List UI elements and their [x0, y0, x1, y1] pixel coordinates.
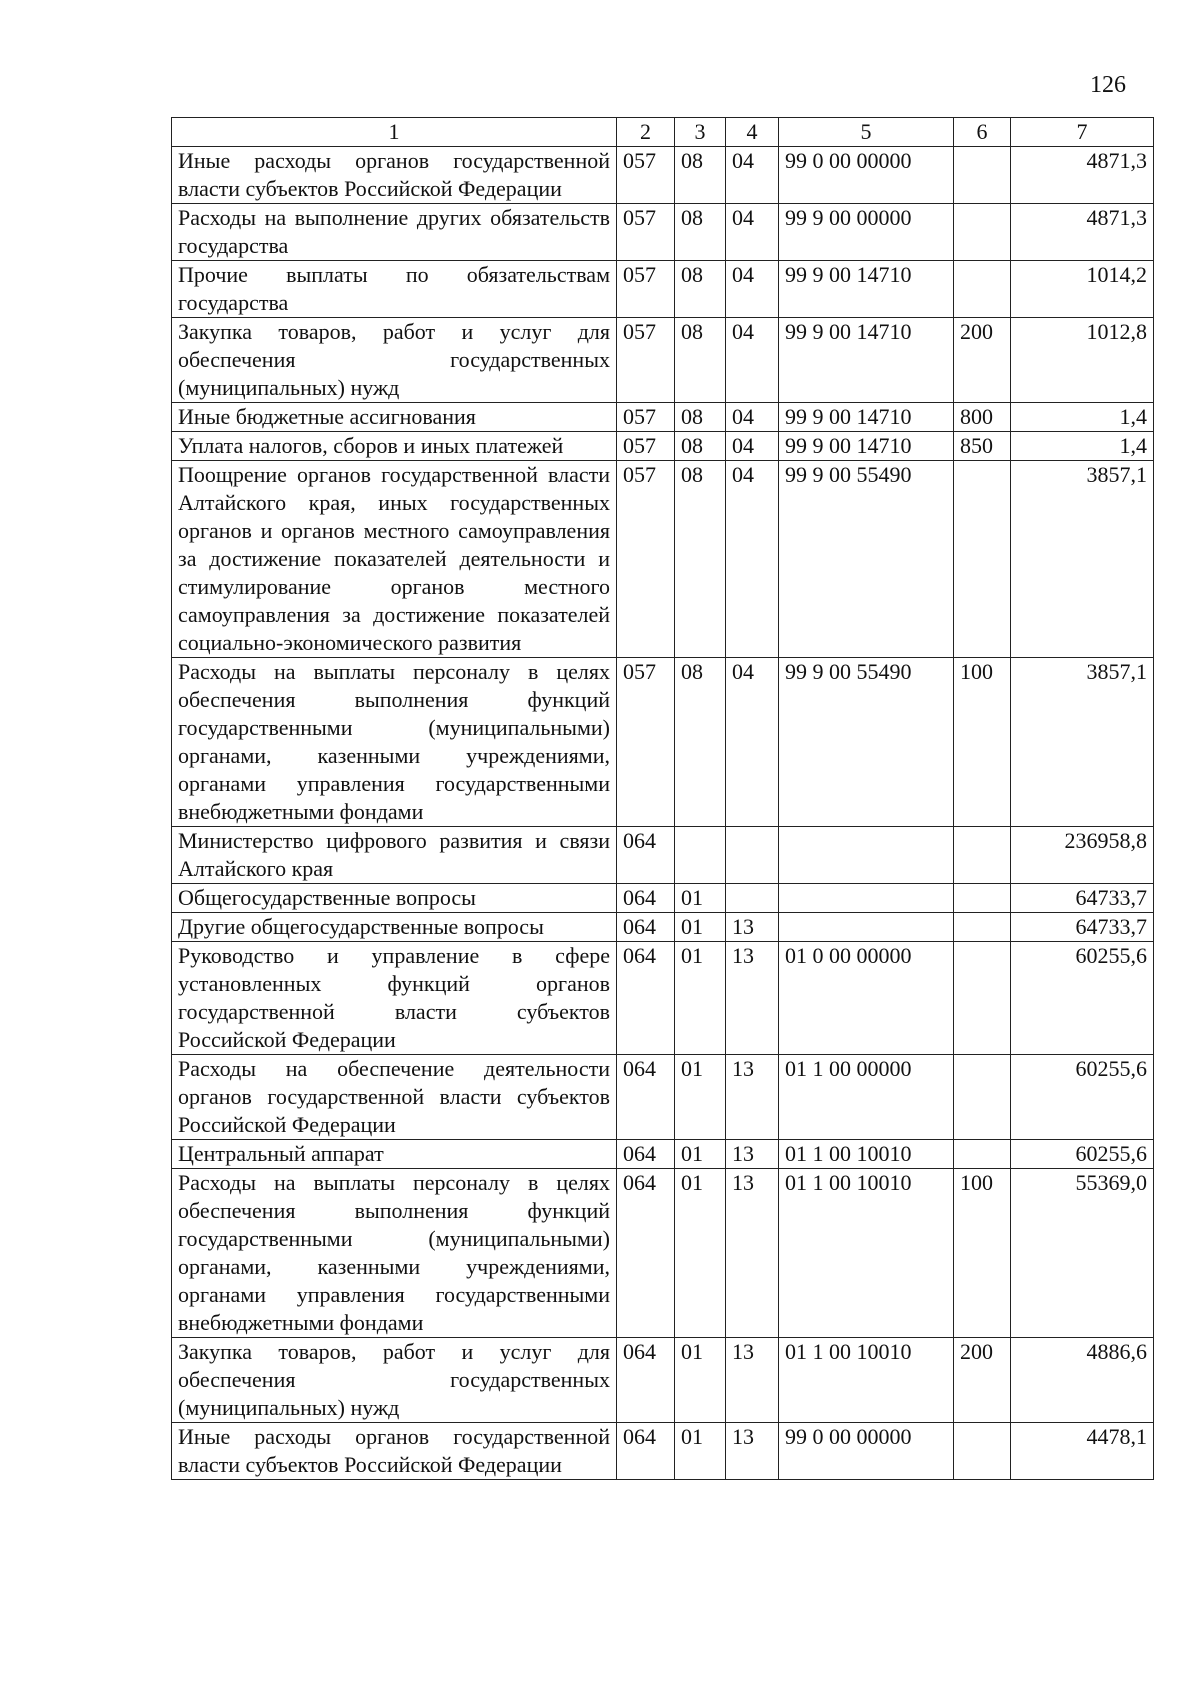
cell-expense-type	[954, 204, 1011, 261]
cell-section: 08	[675, 403, 726, 432]
cell-expense-type: 100	[954, 1169, 1011, 1338]
table-row	[172, 658, 1154, 827]
cell-subsection: 04	[726, 658, 779, 827]
table-row	[172, 1169, 1154, 1338]
table-row	[172, 318, 1154, 403]
cell-expense-type	[954, 942, 1011, 1055]
cell-section: 01	[675, 1055, 726, 1140]
cell-subsection: 04	[726, 432, 779, 461]
cell-expense-type	[954, 1055, 1011, 1140]
cell-admin-code: 057	[617, 318, 675, 403]
cell-target-article: 99 9 00 14710	[779, 261, 954, 318]
table-row	[172, 1338, 1154, 1423]
cell-expense-type	[954, 261, 1011, 318]
cell-name: Иные расходы органов государственной власти субъектов Российской Федерации	[172, 1423, 617, 1480]
cell-expense-type	[954, 827, 1011, 884]
cell-section: 08	[675, 204, 726, 261]
table-row	[172, 942, 1154, 1055]
cell-expense-type: 100	[954, 658, 1011, 827]
cell-subsection: 13	[726, 1169, 779, 1338]
cell-subsection	[726, 827, 779, 884]
cell-subsection: 13	[726, 1423, 779, 1480]
cell-section: 01	[675, 1169, 726, 1338]
cell-target-article	[779, 884, 954, 913]
cell-subsection: 04	[726, 461, 779, 658]
header-cell: 5	[779, 118, 954, 147]
cell-name: Уплата налогов, сборов и иных платежей	[172, 432, 617, 461]
cell-admin-code: 064	[617, 1423, 675, 1480]
table-row	[172, 403, 1154, 432]
cell-expense-type	[954, 461, 1011, 658]
cell-name: Закупка товаров, работ и услуг для обеспечения государственных (муниципальных) нужд	[172, 318, 617, 403]
cell-expense-type: 200	[954, 318, 1011, 403]
cell-admin-code: 057	[617, 461, 675, 658]
cell-target-article: 01 1 00 00000	[779, 1055, 954, 1140]
cell-amount: 1012,8	[1011, 318, 1154, 403]
cell-target-article: 01 1 00 10010	[779, 1140, 954, 1169]
budget-table	[171, 117, 1154, 1480]
cell-name: Расходы на выплаты персоналу в целях обеспечения выполнения функций государственными (муниципальными) органами, казенными учреждениями, органами управления государственными внебюджетными фондами	[172, 1169, 617, 1338]
cell-target-article: 99 9 00 55490	[779, 658, 954, 827]
cell-amount: 4886,6	[1011, 1338, 1154, 1423]
cell-admin-code: 064	[617, 1338, 675, 1423]
header-cell: 2	[617, 118, 675, 147]
cell-admin-code: 064	[617, 884, 675, 913]
cell-name: Общегосударственные вопросы	[172, 884, 617, 913]
cell-amount: 1014,2	[1011, 261, 1154, 318]
cell-target-article: 99 9 00 14710	[779, 403, 954, 432]
table-row	[172, 1055, 1154, 1140]
header-cell: 4	[726, 118, 779, 147]
cell-target-article: 01 1 00 10010	[779, 1338, 954, 1423]
cell-target-article: 99 9 00 00000	[779, 204, 954, 261]
cell-amount: 60255,6	[1011, 942, 1154, 1055]
cell-amount: 4871,3	[1011, 204, 1154, 261]
cell-admin-code: 057	[617, 658, 675, 827]
table-row	[172, 461, 1154, 658]
cell-target-article: 99 0 00 00000	[779, 147, 954, 204]
cell-admin-code: 057	[617, 261, 675, 318]
cell-expense-type	[954, 1140, 1011, 1169]
cell-name: Расходы на обеспечение деятельности органов государственной власти субъектов Российской Федерации	[172, 1055, 617, 1140]
cell-section: 01	[675, 1140, 726, 1169]
cell-name: Расходы на выполнение других обязательств государства	[172, 204, 617, 261]
cell-section: 01	[675, 1338, 726, 1423]
page-number: 126	[1090, 72, 1126, 98]
cell-subsection: 04	[726, 147, 779, 204]
cell-subsection: 04	[726, 403, 779, 432]
cell-amount: 1,4	[1011, 432, 1154, 461]
cell-section: 08	[675, 318, 726, 403]
cell-expense-type	[954, 884, 1011, 913]
cell-admin-code: 064	[617, 913, 675, 942]
cell-name: Руководство и управление в сфере установленных функций органов государственной власти субъектов Российской Федерации	[172, 942, 617, 1055]
cell-amount: 55369,0	[1011, 1169, 1154, 1338]
cell-section: 01	[675, 942, 726, 1055]
cell-expense-type: 800	[954, 403, 1011, 432]
cell-target-article: 99 0 00 00000	[779, 1423, 954, 1480]
cell-admin-code: 057	[617, 403, 675, 432]
cell-expense-type	[954, 1423, 1011, 1480]
cell-admin-code: 064	[617, 1169, 675, 1338]
cell-name: Министерство цифрового развития и связи Алтайского края	[172, 827, 617, 884]
table-row	[172, 204, 1154, 261]
cell-section: 08	[675, 432, 726, 461]
cell-admin-code: 057	[617, 147, 675, 204]
table-row	[172, 827, 1154, 884]
cell-name: Другие общегосударственные вопросы	[172, 913, 617, 942]
cell-amount: 1,4	[1011, 403, 1154, 432]
header-cell: 6	[954, 118, 1011, 147]
table-row	[172, 261, 1154, 318]
cell-amount: 64733,7	[1011, 913, 1154, 942]
cell-section: 01	[675, 884, 726, 913]
header-cell: 1	[172, 118, 617, 147]
cell-section: 01	[675, 1423, 726, 1480]
cell-amount: 60255,6	[1011, 1140, 1154, 1169]
cell-name: Прочие выплаты по обязательствам государства	[172, 261, 617, 318]
cell-amount: 64733,7	[1011, 884, 1154, 913]
cell-name: Иные расходы органов государственной власти субъектов Российской Федерации	[172, 147, 617, 204]
cell-target-article: 01 0 00 00000	[779, 942, 954, 1055]
cell-admin-code: 057	[617, 432, 675, 461]
cell-admin-code: 057	[617, 204, 675, 261]
cell-subsection: 13	[726, 1338, 779, 1423]
table-body	[172, 147, 1154, 1480]
cell-target-article	[779, 913, 954, 942]
cell-name: Расходы на выплаты персоналу в целях обеспечения выполнения функций государственными (муниципальными) органами, казенными учреждениями, органами управления государственными внебюджетными фондами	[172, 658, 617, 827]
cell-amount: 60255,6	[1011, 1055, 1154, 1140]
table-row	[172, 1423, 1154, 1480]
cell-subsection: 13	[726, 1055, 779, 1140]
table-row	[172, 884, 1154, 913]
cell-admin-code: 064	[617, 827, 675, 884]
cell-subsection: 04	[726, 318, 779, 403]
cell-admin-code: 064	[617, 942, 675, 1055]
cell-target-article	[779, 827, 954, 884]
cell-subsection: 04	[726, 261, 779, 318]
cell-subsection	[726, 884, 779, 913]
cell-name: Центральный аппарат	[172, 1140, 617, 1169]
table-row	[172, 432, 1154, 461]
cell-admin-code: 064	[617, 1140, 675, 1169]
cell-subsection: 04	[726, 204, 779, 261]
cell-subsection: 13	[726, 913, 779, 942]
cell-section: 08	[675, 658, 726, 827]
cell-section: 08	[675, 461, 726, 658]
table-row	[172, 913, 1154, 942]
cell-subsection: 13	[726, 1140, 779, 1169]
cell-name: Поощрение органов государственной власти Алтайского края, иных государственных органов и органов местного самоуправления за достижение показателей деятельности и стимулирование органов местного самоуправления за достижение показателей социально-экономического развития	[172, 461, 617, 658]
cell-section: 08	[675, 261, 726, 318]
cell-target-article: 01 1 00 10010	[779, 1169, 954, 1338]
header-cell: 7	[1011, 118, 1154, 147]
header-row	[172, 118, 1154, 147]
cell-name: Иные бюджетные ассигнования	[172, 403, 617, 432]
cell-amount: 3857,1	[1011, 658, 1154, 827]
cell-amount: 236958,8	[1011, 827, 1154, 884]
cell-amount: 4478,1	[1011, 1423, 1154, 1480]
table-row	[172, 1140, 1154, 1169]
cell-target-article: 99 9 00 55490	[779, 461, 954, 658]
cell-section	[675, 827, 726, 884]
cell-expense-type	[954, 913, 1011, 942]
cell-target-article: 99 9 00 14710	[779, 318, 954, 403]
header-cell: 3	[675, 118, 726, 147]
cell-section: 08	[675, 147, 726, 204]
cell-subsection: 13	[726, 942, 779, 1055]
table-row	[172, 147, 1154, 204]
cell-expense-type	[954, 147, 1011, 204]
cell-amount: 3857,1	[1011, 461, 1154, 658]
cell-section: 01	[675, 913, 726, 942]
cell-expense-type: 850	[954, 432, 1011, 461]
cell-name: Закупка товаров, работ и услуг для обеспечения государственных (муниципальных) нужд	[172, 1338, 617, 1423]
cell-amount: 4871,3	[1011, 147, 1154, 204]
cell-admin-code: 064	[617, 1055, 675, 1140]
cell-target-article: 99 9 00 14710	[779, 432, 954, 461]
cell-expense-type: 200	[954, 1338, 1011, 1423]
